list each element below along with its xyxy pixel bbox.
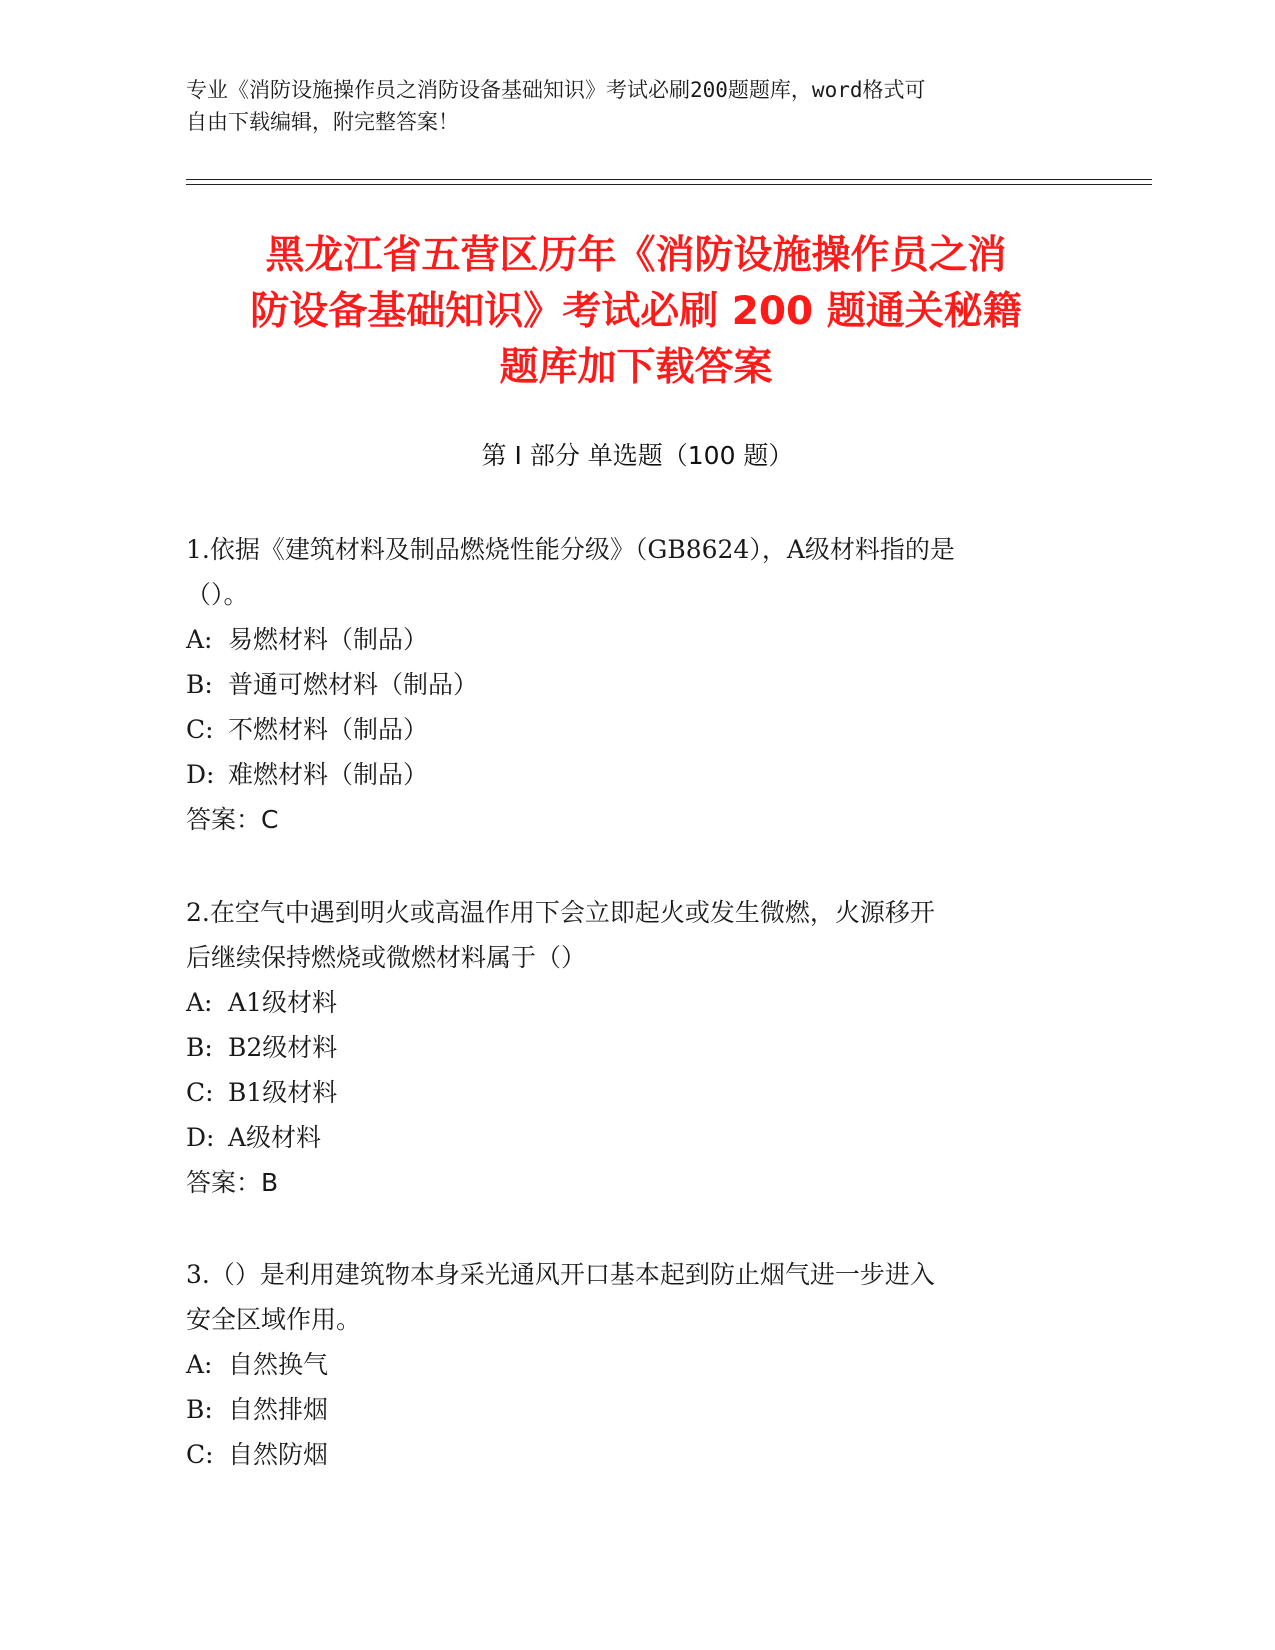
option-text: A级材料 xyxy=(228,1123,322,1152)
option-key: C: xyxy=(186,1078,214,1107)
title-line: 防设备基础知识》考试必刷 200 题通关秘籍 xyxy=(250,289,1022,334)
option-text: 自然排烟 xyxy=(228,1395,329,1424)
answer: 答案：C xyxy=(186,805,279,834)
option-key: D: xyxy=(186,1123,215,1152)
question-2 xyxy=(186,890,1086,1205)
question-stem: 后继续保持燃烧或微燃材料属于（） xyxy=(186,943,587,972)
option-c xyxy=(186,1070,1086,1115)
option-key: C: xyxy=(186,1440,214,1469)
question-stem: 2.在空气中遇到明火或高温作用下会立即起火或发生微燃，火源移开 xyxy=(186,898,935,927)
option-text: B2级材料 xyxy=(228,1033,338,1062)
header-note-line: 自由下载编辑，附完整答案！ xyxy=(186,110,459,134)
option-b xyxy=(186,662,1086,707)
option-c xyxy=(186,1432,1086,1477)
option-key: D: xyxy=(186,760,215,789)
option-key: C: xyxy=(186,715,214,744)
option-text: 难燃材料（制品） xyxy=(228,760,429,789)
option-d xyxy=(186,1115,1086,1160)
option-d xyxy=(186,752,1086,797)
option-text: B1级材料 xyxy=(228,1078,338,1107)
question-stem: 1.依据《建筑材料及制品燃烧性能分级》（GB8624），A级材料指的是 xyxy=(186,535,955,564)
option-key: A: xyxy=(186,988,213,1017)
option-text: 易燃材料（制品） xyxy=(228,625,429,654)
header-divider xyxy=(186,184,1152,185)
document-title xyxy=(180,228,1092,396)
option-key: A: xyxy=(186,625,213,654)
question-1 xyxy=(186,527,1086,842)
option-text: 普通可燃材料（制品） xyxy=(228,670,479,699)
option-text: A1级材料 xyxy=(228,988,337,1017)
option-text: 不燃材料（制品） xyxy=(228,715,429,744)
option-text: 自然换气 xyxy=(228,1350,329,1379)
section-title: 第 I 部分 单选题（100 题） xyxy=(481,441,794,470)
option-a xyxy=(186,617,1086,662)
option-a xyxy=(186,980,1086,1025)
option-c xyxy=(186,707,1086,752)
header-note xyxy=(186,74,1066,138)
option-b xyxy=(186,1025,1086,1070)
title-line: 黑龙江省五营区历年《消防设施操作员之消 xyxy=(265,233,1007,278)
question-stem: 3.（）是利用建筑物本身采光通风开口基本起到防止烟气进一步进入 xyxy=(186,1260,935,1289)
question-stem: 安全区域作用。 xyxy=(186,1305,362,1334)
option-a xyxy=(186,1342,1086,1387)
option-key: A: xyxy=(186,1350,213,1379)
answer: 答案：B xyxy=(186,1168,279,1197)
option-key: B: xyxy=(186,1395,213,1424)
title-line: 题库加下载答案 xyxy=(499,345,773,390)
question-stem: （）。 xyxy=(186,580,249,609)
option-key: B: xyxy=(186,1033,213,1062)
option-key: B: xyxy=(186,670,213,699)
header-divider xyxy=(186,179,1152,180)
option-text: 自然防烟 xyxy=(228,1440,329,1469)
question-3 xyxy=(186,1252,1086,1477)
option-b xyxy=(186,1387,1086,1432)
header-note-line: 专业《消防设施操作员之消防设备基础知识》考试必刷200题题库，word格式可 xyxy=(186,78,926,102)
